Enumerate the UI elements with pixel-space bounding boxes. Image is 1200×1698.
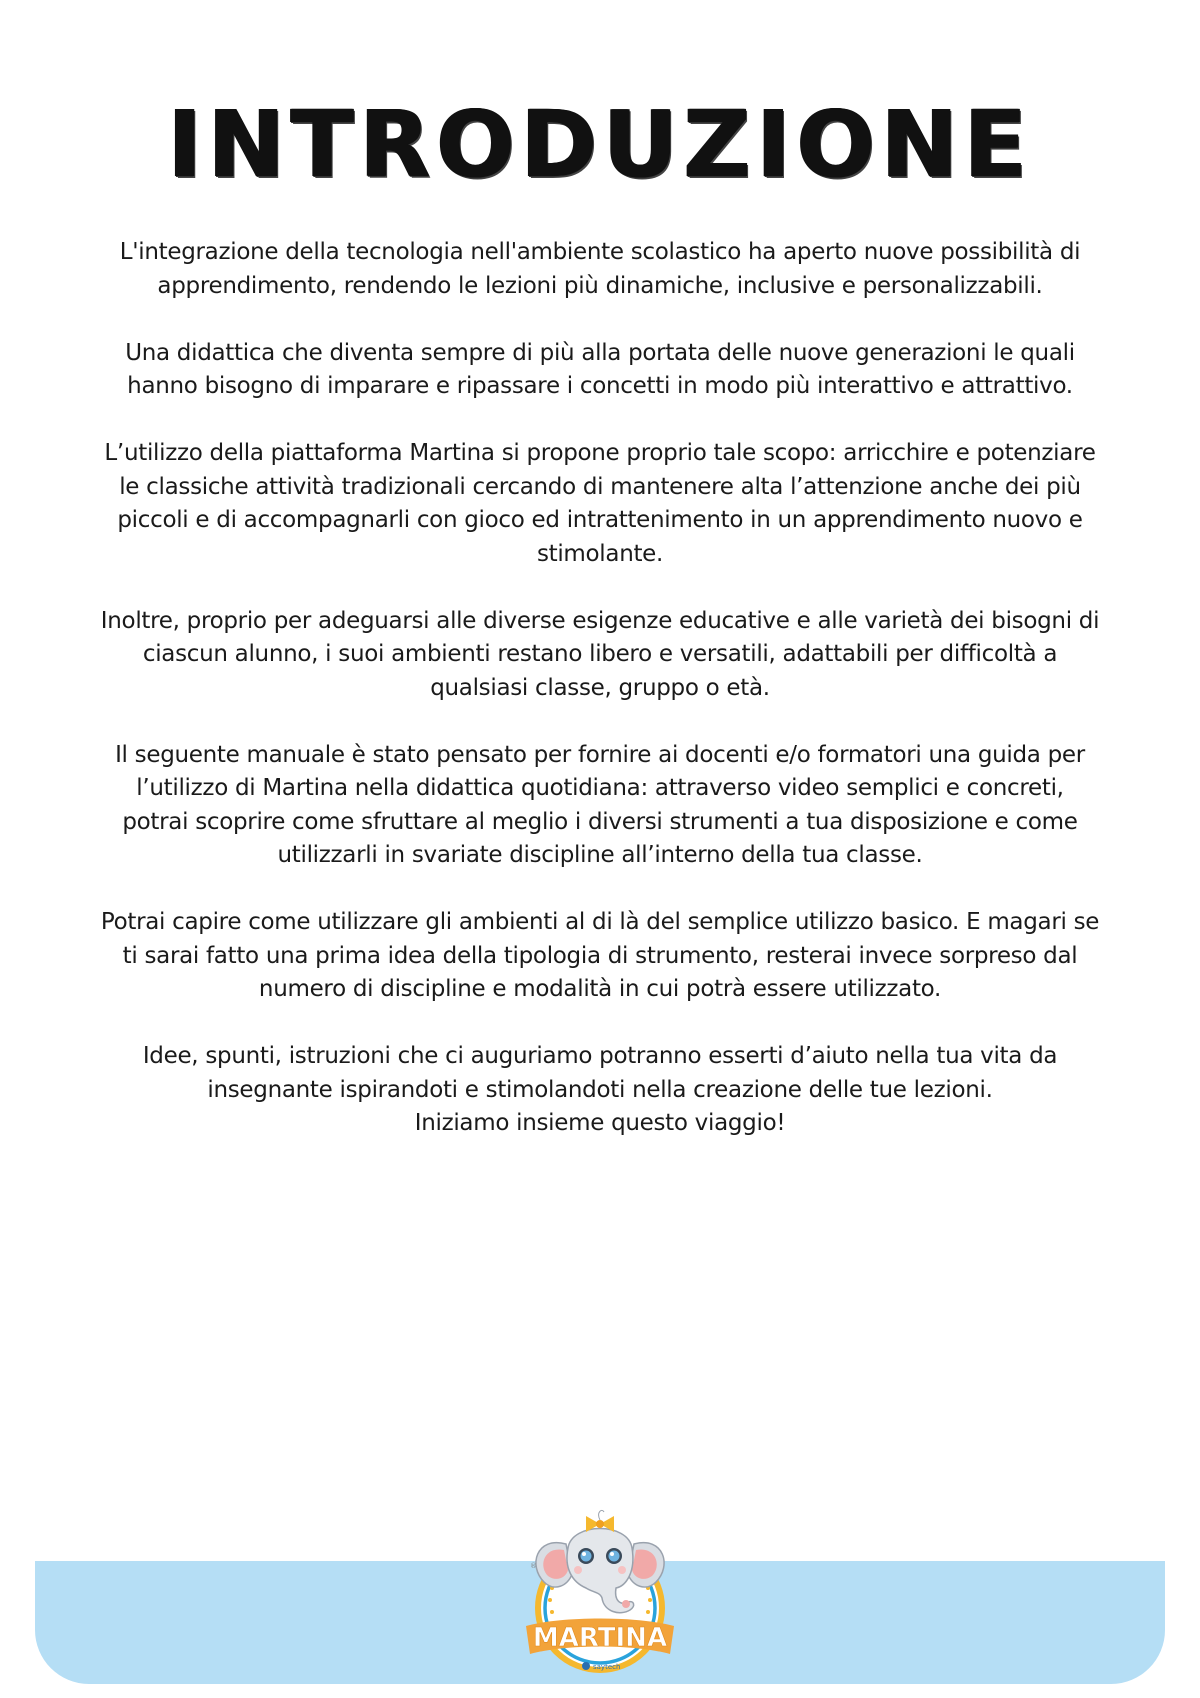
text-line: Iniziamo insieme questo viaggio! <box>414 1110 786 1136</box>
text-line: L’utilizzo della piattaforma Martina si propone proprio tale scopo: arricchire e potenziare <box>104 440 1096 466</box>
svg-text:saytech: saytech <box>593 1663 621 1671</box>
text-line: L'integrazione della tecnologia nell'ambiente scolastico ha aperto nuove possibilità di <box>119 239 1081 265</box>
paragraph-7 <box>30 1040 1170 1141</box>
text-line: insegnante ispirandoti e stimolandoti nella creazione delle tue lezioni. <box>207 1076 993 1103</box>
text-line: stimolante. <box>536 540 664 567</box>
text-line: qualsiasi classe, gruppo o età. <box>430 674 770 701</box>
text-line: l’utilizzo di Martina nella didattica quotidiana: attraverso video semplici e concreti, <box>136 775 1064 801</box>
text-line: Il seguente manuale è stato pensato per fornire ai docenti e/o formatori una guida per <box>115 741 1085 768</box>
text-line: hanno bisogno di imparare e ripassare i concetti in modo più interattivo e attrattivo. <box>127 373 1073 399</box>
text-line: le classiche attività tradizionali cercando di mantenere alta l’attenzione anche dei più <box>119 473 1081 500</box>
paragraph-3 <box>30 437 1170 571</box>
paragraph-6 <box>30 906 1170 1007</box>
elephant-mascot-icon <box>522 1508 678 1688</box>
intro-body <box>30 236 1170 1174</box>
martina-logo <box>522 1508 678 1688</box>
svg-text:®: ® <box>530 1562 537 1570</box>
text-line: apprendimento, rendendo le lezioni più dinamiche, inclusive e personalizzabili. <box>157 272 1043 299</box>
text-line: ti sarai fatto una prima idea della tipologia di strumento, resterai invece sorpreso dal <box>122 942 1078 969</box>
text-line: Idee, spunti, istruzioni che ci auguriamo potranno esserti d’aiuto nella tua vita da <box>142 1043 1058 1069</box>
paragraph-1 <box>30 236 1170 303</box>
text-line: Inoltre, proprio per adeguarsi alle diverse esigenze educative e alle varietà dei bisogni di <box>100 607 1100 634</box>
text-line: Una didattica che diventa sempre di più alla portata delle nuove generazioni le quali <box>125 339 1075 366</box>
text-line: Potrai capire come utilizzare gli ambienti al di là del semplice utilizzo basico. E magari se <box>100 909 1100 935</box>
svg-text:MARTINA: MARTINA <box>532 1623 668 1653</box>
page-title: INTRODUZIONE <box>167 90 1033 198</box>
paragraph-4 <box>30 605 1170 706</box>
text-line: utilizzarli in svariate discipline all’interno della tua classe. <box>277 842 923 868</box>
text-line: numero di discipline e modalità in cui potrà essere utilizzato. <box>258 976 942 1002</box>
text-line: potrai scoprire come sfruttare al meglio i diversi strumenti a tua disposizione e come <box>122 808 1078 835</box>
text-line: ciascun alunno, i suoi ambienti restano libero e versatili, adattabili per difficoltà a <box>142 641 1058 667</box>
paragraph-2 <box>30 337 1170 404</box>
text-line: piccoli e di accompagnarli con gioco ed intrattenimento in un apprendimento nuovo e <box>117 507 1083 533</box>
paragraph-5 <box>30 739 1170 873</box>
